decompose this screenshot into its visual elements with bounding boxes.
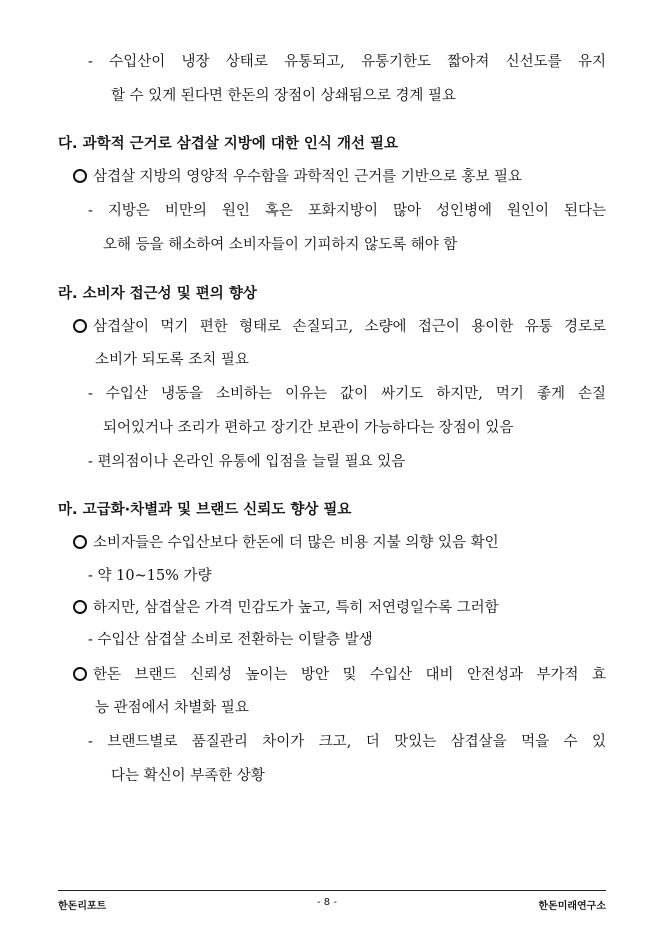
bullet-item <box>73 598 499 618</box>
dash-item-line: 되어있거나 조리가 편하고 장기간 보관이 가능하다는 장점이 있음 <box>103 420 514 436</box>
dash-item-line: - 브랜드별로 품질관리 차이가 크고, 더 맛있는 삼겹살을 먹을 수 있 <box>88 734 606 750</box>
bullet-item-line: 삼겹살 지방의 영양적 우수함을 과학적인 근거를 기반으로 홍보 필요 <box>93 169 523 185</box>
bullet-item-line: 한돈 브랜드 신뢰성 높이는 방안 및 수입산 대비 안전성과 부가적 효 <box>93 667 606 683</box>
section-heading: 마. 고급화·차별과 및 브랜드 신뢰도 향상 필요 <box>58 502 352 518</box>
dash-item-line: - 수입산 냉동을 소비하는 이유는 값이 싸기도 하지만, 먹기 좋게 손질 <box>88 386 606 402</box>
dash-item-line: - 지방은 비만의 원인 혹은 포화지방이 많아 성인병에 원인이 된다는 <box>88 203 606 219</box>
dash-item-line: 오해 등을 해소하여 소비자들이 기피하지 않도록 해야 함 <box>103 237 458 253</box>
page-number: - 8 - <box>317 897 337 908</box>
dash-item-line: - 수입산이 냉장 상태로 유통되고, 유통기한도 짧아져 신선도를 유지 <box>88 54 606 70</box>
dash-item-line: - 약 10~15% 가량 <box>88 568 212 584</box>
footer-right-org: 한돈미래연구소 <box>538 901 606 912</box>
bullet-item-line: 소비가 되도록 조치 필요 <box>95 352 249 368</box>
bullet-item <box>73 167 522 187</box>
bullet-item-line: 소비자들은 수입산보다 한돈에 더 많은 비용 지불 의향 있음 확인 <box>93 535 499 551</box>
dash-item-line: - 편의점이나 온라인 유통에 입점을 늘릴 필요 있음 <box>88 454 406 470</box>
section-heading: 라. 소비자 접근성 및 편의 향상 <box>58 286 257 302</box>
bullet-item <box>73 317 606 337</box>
bullet-item-line: 삼겹살이 먹기 편한 형태로 손질되고, 소량에 접근이 용이한 유통 경로로 <box>93 319 606 335</box>
bullet-item <box>73 665 606 685</box>
circle-bullet-icon <box>73 535 87 549</box>
circle-bullet-icon <box>73 319 87 333</box>
circle-bullet-icon <box>73 667 87 681</box>
bullet-item-line: 하지만, 삼겹살은 가격 민감도가 높고, 특히 저연령일수록 그러함 <box>93 600 499 616</box>
footer-left-title: 한돈리포트 <box>58 901 107 912</box>
circle-bullet-icon <box>73 600 87 614</box>
section-heading: 다. 과학적 근거로 삼겹살 지방에 대한 인식 개선 필요 <box>58 136 399 152</box>
bullet-item <box>73 533 499 553</box>
dash-item-line: 할 수 있게 된다면 한돈의 장점이 상쇄됨으로 경계 필요 <box>111 88 457 104</box>
circle-bullet-icon <box>73 169 87 183</box>
dash-item-line: 다는 확신이 부족한 상황 <box>111 768 265 784</box>
footer-divider <box>58 890 606 891</box>
dash-item-line: - 수입산 삼겹살 소비로 전환하는 이탈층 발생 <box>88 632 373 648</box>
bullet-item-line: 능 관점에서 차별화 필요 <box>95 700 249 716</box>
